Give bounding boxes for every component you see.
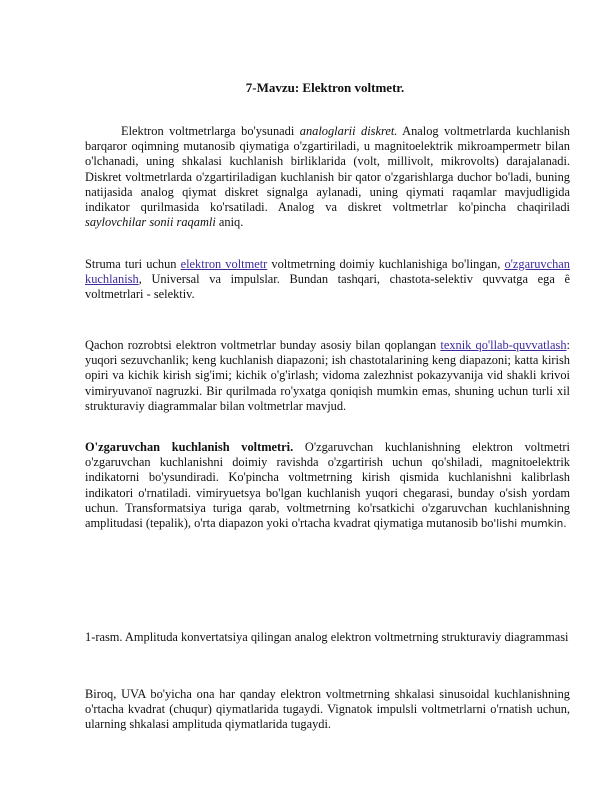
paragraph-scale: Biroq, UVA bo'yicha ona har qanday elektron voltmetrning shkalasi sinusoidal kuchlanishning o'rtacha kvadrat (chuqur) qiymatlarida tugaydi. Vignatok impulsli voltmetrlarni o'rnatish uchun, ularning shkalasi amplituda qiymatlarida tugaydi. — [85, 687, 570, 732]
ac-voltmeter-heading: O'zgaruvchan kuchlanish voltmetri. — [85, 440, 294, 454]
types-text-3: , Universal va impulslar. Bundan tashqari, chastota-selektiv quvvatga ega ê voltmetrlari - selektiv. — [85, 272, 570, 302]
link-ozgaruvchan-kuchlanish[interactable]: o'zgaruvchan kuchlanish — [85, 257, 570, 287]
types-text-2: voltmetrning doimiy kuchlanishiga bo'lingan, — [267, 257, 505, 271]
paragraph-intro — [85, 124, 570, 230]
figure-placeholder — [85, 560, 570, 624]
paragraph-ac-voltmeter — [85, 440, 570, 532]
intro-italic-2: saylovchilar sonii raqamli — [85, 215, 216, 230]
intro-text-3: aniq. — [215, 215, 244, 230]
page-title: 7-Mavzu: Elektron voltmetr. — [245, 80, 405, 95]
ac-text-1: O'zgaruvchan kuchlanishning elektron voltmetri o'zgaruvchan kuchlanishni doimiy ravishda o'zgartirish uchun qo'shiladi, magnitoelektrik indikatorni bo'ysundiradi. Ko'pincha voltmetrning kirish qismida kuchlanishni kalibrlash indikatori o'rnatiladi. vimiryuetsya bo'lgan kuchlanish yuqori chegarasi, bunday o'sish yordam uchun. Transformatsiya turiga qarab, voltmetrning ko'rsatkichi o'zgaruvchan kuchlanishning amplitudasi (tepalik), o'rta diapazon yoki o'rtacha kvadrat qiymatiga mutanosib bo — [85, 440, 570, 531]
paragraph-types — [85, 257, 570, 303]
intro-text-1: Elektron voltmetrlarga bo'ysunadi — [121, 124, 300, 138]
intro-text-2: Analog voltmetrlarda kuchlanish barqaror oqimning mutanosib qiymatiga o'zgartiriladi, u magnitoelektrik mikroampermetr bilan o'lchanadi, uning shkalasi kuchlanish birliklarida (volt, millivolt, mikrovolts) darajalanadi. Diskret voltmetrlarda o'zgartiriladigan kuchlanish bir qator o'zgarishlarga duchor bo'ladi, buning natijasida analog qiymat diskret signalga aylanadi, uning qiymati raqamlar mavjudligida indikator qurilmasida ko'rsatiladi. Analog va diskret voltmetrlar ko'pincha chaqiriladi — [85, 124, 570, 215]
link-elektron-voltmetr[interactable]: elektron voltmetr — [180, 257, 268, 271]
intro-italic: analoglarii diskret. — [299, 124, 398, 138]
req-text-2: : yuqori sezuvchanlik; keng kuchlanish diapazoni; ish chastotalarining keng diapazoni; katta kirish opiri va kichik kirish sig'imi; kichik o'g'irlash; vidoma zalezhnist pokazyvanija vid shakli krivoi vimiryuvanoï nagruzki. Bir qurilmada ro'yxatga qoniqish mumkin emas, shuning uchun turli xil strukturaviy diagrammalar bilan voltmetrlar mavjud. — [85, 338, 570, 413]
paragraph-requirements — [85, 338, 570, 414]
req-text-1: Qachon rozrobtsi elektron voltmetrlar bunday asosiy bilan qoplangan — [85, 338, 441, 352]
link-texnik-qollab-quvvatlash[interactable]: texnik qo'llab-quvvatlash — [440, 338, 567, 352]
types-text-1: Struma turi uchun — [85, 257, 181, 271]
figure-caption: 1-rasm. Amplituda konvertatsiya qilingan analog elektron voltmetrning strukturaviy diagrammasi — [85, 630, 569, 644]
ac-text-sans: 'lishi mumkin. — [493, 518, 567, 531]
